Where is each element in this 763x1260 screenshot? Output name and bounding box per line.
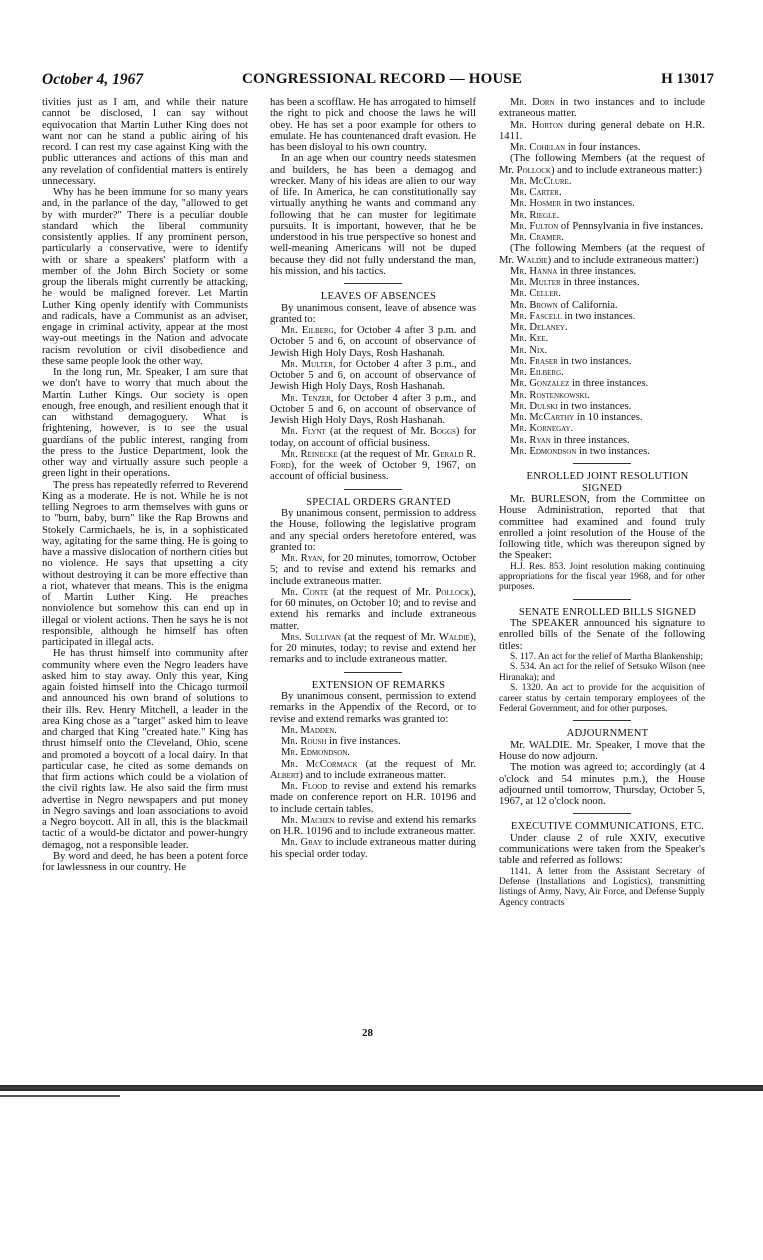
column-1 [42,97,248,873]
bill-entry: S. 1320. An act to provide for the acquisition of career status by certain temporary employees of the Federal Government, and for other purposes. [499,683,705,714]
extension-entry: Mr. Riegle. [510,209,560,221]
extension-entry: Mr. Brown of California. [510,299,618,311]
extension-entry: Mr. Flood to revise and extend his remarks made on conference report on H.R. 10196 and to include certain tables. [270,781,476,815]
extension-entry: Mr. Gray to include extraneous matter during his special order today. [270,837,476,860]
extension-entry: Mr. Edmondson in two instances. [510,445,650,457]
column-2 [270,97,476,860]
extension-entry: Mr. Dorn in two instances and to include extraneous matter. [499,97,705,120]
extension-entry: Mr. Cohelan in four instances. [510,142,641,153]
leave-entry: Mr. Reinecke (at the request of Mr. Gerald R. Ford), for the week of October 9, 1967, on account of official business. [270,448,476,483]
bill-entry: S. 534. An act for the relief of Setsuko Wilson (nee Hiranaka); and [499,662,705,683]
section-heading-adjournment: ADJOURNMENT [566,728,649,740]
extension-entry: Mr. Edmondson. [281,747,350,759]
section-heading-enrolled-resolution: ENROLLED JOINT RESOLUTION SIGNED [526,471,689,494]
paragraph: By unanimous consent, permission to extend remarks in the Appendix of the Record, or to revise and extend remarks was granted to: [270,691,476,725]
extension-entry: Mr. Madden. [281,724,337,736]
leave-entry: Mr. Eilberg, for October 4 after 3 p.m. and October 5 and 6, on account of observance of Jewish High Holy Days, Rosh Hashanah. [270,325,476,359]
header-title: CONGRESSIONAL RECORD — HOUSE [242,71,523,87]
paragraph: Why has he been immune for so many years and, in the parlance of the day, "allowed to get by with murder?" There is a peculiar double standard which the liberal community consistently applies. If any prominent person, particularly a conservative, were to identify with or share a speakers' platform with a member of the John Birch Society or some group the liberals might currently be attacking, he would be maligned forever. Let Martin Luther King openly identify with Communists and radicals, have a Communist as an adviser, engage in criminal activity, appear at the most way-out meetings in the Nation and advocate racism revolution or civil disobedience and these same people look the other way. [42,187,248,367]
extension-entry: Mr. Ryan in three instances. [510,434,630,446]
extension-entry: Mr. McCormack (at the request of Mr. Albert) and to include extraneous matter. [270,758,476,781]
extension-entry: Mr. McCarthy in 10 instances. [510,412,643,423]
extension-entry: Mr. Fascell in two instances. [510,310,636,322]
extension-entry: Mr. Eilberg. [510,367,564,378]
bottom-border [0,1085,763,1091]
extension-entry: Mr. Hanna in three instances. [510,265,637,277]
special-order-entry: Mr. Conte (at the request of Mr. Pollock), for 60 minutes, on October 10; and to revise and extend his remarks and include extraneous matter. [270,586,476,632]
extension-entry: Mr. Multer in three instances. [510,277,640,288]
paragraph: The SPEAKER announced his signature to enrolled bills of the Senate of the following titles: [499,618,705,652]
leave-entry: Mr. Tenzer, for October 4 after 3 p.m., and October 5 and 6, on account of observance of Jewish High Holy Days, Rosh Hashanah. [270,392,477,426]
section-divider [573,720,631,721]
extension-entry: Mr. Kornegay. [510,423,574,435]
section-divider [573,599,631,600]
special-order-entry: Mrs. Sullivan (at the request of Mr. Waldie), for 20 minutes, today; to revise and extend her remarks and to include extraneous matter. [270,631,477,666]
section-heading-special-orders: SPECIAL ORDERS GRANTED [306,496,451,508]
bottom-border-secondary [0,1095,120,1097]
extension-entry: Mr. Carter. [510,187,562,198]
extension-entry: Mr. Gonzalez in three instances. [510,378,649,390]
footer-page-number: 28 [362,1027,373,1039]
paragraph: By unanimous consent, permission to address the House, following the legislative program and any special orders heretofore entered, was granted to: [270,508,476,553]
leave-entry: Mr. Multer, for October 4 after 3 p.m., and October 5 and 6, on account of observance of Jewish High Holy Days, Rosh Hashanah. [270,358,477,393]
extension-entry: Mr. Horton during general debate on H.R. 1411. [499,119,705,142]
extension-entry: Mr. Kee. [510,333,549,345]
extension-entry: Mr. Dulski in two instances. [510,400,632,412]
paragraph: The motion was agreed to; accordingly (at 4 o'clock and 54 minutes p.m.), the House adjourned until tomorrow, Thursday, October 5, 1967, at 12 o'clock noon. [499,762,705,808]
header-page-number: H 13017 [661,71,714,87]
paragraph: In the long run, Mr. Speaker, I am sure that we don't have to worry that much about the Martin Luther Kings. Our society is open enough, free enough, and resilient enough that it can withstand demagoguery. What is frightening, however, is to see the usual guardians of the public interest, ranging from the press to the Justice Department, look the other way and virtually assure such people a green light in their operations. [42,367,248,480]
extension-entry: Mr. Cramer. [510,232,564,243]
section-divider [344,283,402,284]
section-divider [573,463,631,464]
header-date: October 4, 1967 [42,71,144,88]
paragraph: tivities just as I am, and while their nature cannot be disclosed, I can say without equivocation that Martin Luther King does not want nor can he stand a public airing of his record. I can rest my case against King with the public utterances and actions of this man and any revelation of confidential matters is entirely unnecessary. [42,97,248,187]
section-heading-leaves: LEAVES OF ABSENCES [320,291,437,302]
paragraph: In an age when our country needs statesmen and builders, he has been a demagog and wrecker. Many of his ideas are alien to our way of life. In America, he can constitutionally say virtually anything he wants and command any following that he can muster for legitimate pursuits. It is important, however, that he be understood in his true perspective so honest and well-meaning Americans will not be duped because they did not fully understand the man, his mission, and his tactics. [270,153,476,277]
extension-entry: Mr. Hosmer in two instances. [510,198,635,210]
bill-entry: S. 117. An act for the relief of Martha Blankenship; [510,651,704,662]
paragraph: He has thrust himself into community after community where even the Negro leaders have asked him to stay away. Only this year, King again foisted himself into the Chicago turmoil and announced his own brand of solutions to their ills. Rev. Henry Mitchell, a leader in the area King chose as a "target" asked him to leave and charged that King "created hate." King has thrust himself onto the Cleveland, Ohio, scene and promoted a boycott of a local dairy. In that particular case, he cited as some demands on that firm actions which could be a violation of the civil rights law. He also said the firm must advertise in Negro newspapers and put money in Negro savings and loan associations to avoid a Negro boycott. All in all, this is the blackmail tactic of a would-be dictator and power-hungry demagog, not a responsible leader. [42,648,248,851]
paragraph: has been a scofflaw. He has arrogated to himself the right to pick and choose the laws he will obey. He has set a poor example for others to emulate. He has countenanced draft evasion. He has been disloyal to his own country. [270,97,476,153]
communication-entry: 1141. A letter from the Assistant Secretary of Defense (Installations and Logistics), transmitting listings of Army, Navy, Air Force, and Defense Supply Agency contracts [499,866,705,908]
section-heading-extension: EXTENSION OF REMARKS [311,679,446,691]
extension-entry: Mr. Fraser in two instances. [510,355,632,367]
section-divider [573,813,631,814]
extension-entry: Mr. Machen to revise and extend his remarks on H.R. 10196 and to include extraneous matter. [270,814,476,837]
extension-entry: (The following Members (at the request of Mr. Pollock) and to include extraneous matter:) [499,153,705,176]
page-header [42,71,714,93]
section-divider [344,489,402,490]
extension-entry: (The following Members (at the request of Mr. Waldie) and to include extraneous matter:) [499,243,705,266]
section-heading-executive-communications: EXECUTIVE COMMUNICATIONS, ETC. [510,821,705,833]
leave-entry: Mr. Flynt (at the request of Mr. Boggs) for today, on account of official business. [270,426,477,449]
paragraph: The press has repeatedly referred to Reverend King as a moderate. He is not. While he is not telling Negroes to arm themselves with guns or to "burn, baby, burn" like the Rap Browns and Stokely Carmichaels, he is, in a sophisticated way, agitating for the same thing. He is going to have a massive dislocation of northern cities but no violence. He says that upsetting a city without destroying it can be more effective than a riot, whatever that means. This is the enigma of Martin Luther King. He preaches nonviolence but somehow this can end up in illegal or violent actions. Then he says he is not responsible, although he himself has often participated in illegal acts. [42,479,248,648]
extension-entry: Mr. McClure. [510,175,572,187]
extension-entry: Mr. Delaney. [510,322,568,333]
paragraph: By unanimous consent, leave of absence was granted to: [270,302,476,325]
resolution-entry: H.J. Res. 853. Joint resolution making continuing appropriations for the fiscal year 1968, and for other purposes. [499,561,705,593]
paragraph: Under clause 2 of rule XXIV, executive communications were taken from the Speaker's table and referred as follows: [499,832,705,867]
section-divider [344,672,402,673]
extension-entry: Mr. Fulton of Pennsylvania in five instances. [510,220,703,232]
paragraph: By word and deed, he has been a potent force for lawlessness in our country. He [42,850,248,873]
special-order-entry: Mr. Ryan, for 20 minutes, tomorrow, October 5; and to revise and extend his remarks and include extraneous matter. [270,553,477,587]
extension-entry: Mr. Nix. [510,344,548,356]
extension-entry: Mr. Rostenkowski. [510,389,590,401]
extension-entry: Mr. Celler. [510,288,561,300]
extension-entry: Mr. Roush in five instances. [281,736,401,747]
column-3 [499,97,705,908]
section-heading-senate-bills: SENATE ENROLLED BILLS SIGNED [518,606,697,618]
paragraph: Mr. WALDIE. Mr. Speaker, I move that the House do now adjourn. [499,739,705,763]
paragraph: Mr. BURLESON, from the Committee on House Administration, reported that that committee had examined and found truly enrolled a joint resolution of the House of the following title, which was thereupon signed by the Speaker: [499,494,705,562]
